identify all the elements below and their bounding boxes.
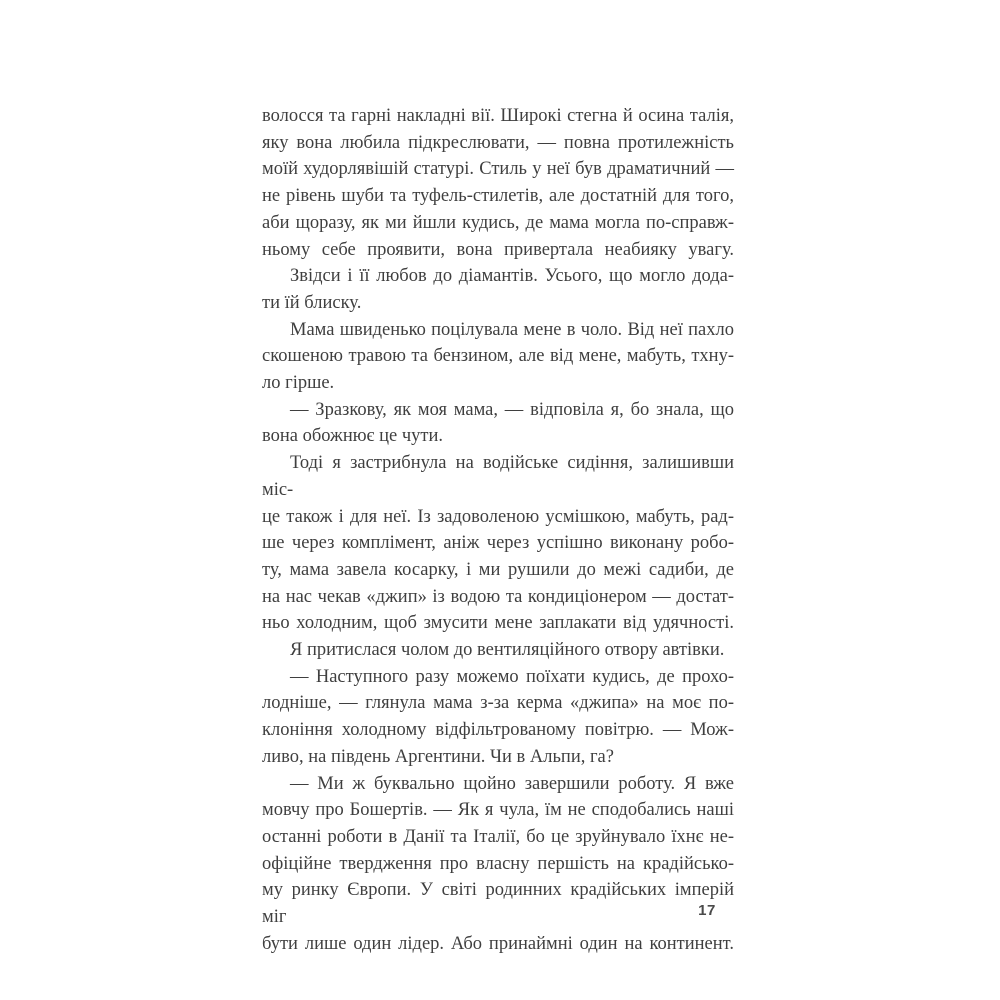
text-line: яку вона любила підкреслювати, — повна протилежність	[262, 132, 734, 153]
text-line: моїй худорлявішій статурі. Стиль у неї був драматичний —	[262, 159, 734, 180]
text-line: на нас чекав «джип» із водою та кондиціонером — достат-	[262, 586, 734, 607]
text-line: це також і для неї. Із задоволеною усмішкою, мабуть, рад-	[262, 506, 734, 527]
text-line: Мама швиденько поцілувала мене в чоло. Від неї пахло	[290, 319, 734, 340]
text-line: лодніше, — глянула мама з-за керма «джипа» на моє по-	[262, 693, 734, 714]
text-line: ньому себе проявити, вона привертала неабияку увагу.	[262, 239, 734, 260]
text-line: — Ми ж буквально щойно завершили роботу. Я вже	[290, 773, 734, 794]
text-line: Тоді я застрибнула на водійське сидіння, залишивши міс-	[262, 453, 734, 500]
paragraph	[262, 397, 734, 450]
text-line: вона обожнює це чути.	[262, 426, 444, 447]
text-line: офіційне твердження про власну першість на крадійсько-	[262, 853, 734, 874]
text-line: скошеною травою та бензином, але від мене, мабуть, тхну-	[262, 346, 734, 367]
text-line: Звідси і її любов до діамантів. Усього, що могло дода-	[290, 266, 734, 287]
text-line: ливо, на південь Аргентини. Чи в Альпи, га?	[262, 746, 614, 767]
text-line: мовчу про Бошертів. — Як я чула, їм не сподобались наші	[262, 800, 734, 821]
text-line: останні роботи в Данії та Італії, бо це зруйнувало їхнє не-	[262, 826, 734, 847]
paragraph	[262, 317, 734, 397]
text-line: ти їй блиску.	[262, 292, 362, 313]
paragraph	[262, 103, 734, 263]
page-number: 17	[698, 902, 716, 919]
paragraph	[262, 664, 734, 771]
text-line: волосся та гарні накладні вії. Широкі стегна й осина талія,	[262, 106, 734, 126]
text-line: клоніння холодному відфільтрованому повітрю. — Мож-	[262, 720, 734, 741]
paragraph	[262, 450, 734, 637]
text-line: ше через комплімент, аніж через успішно виконану робо-	[262, 533, 734, 554]
paragraph	[262, 263, 734, 316]
text-line: — Наступного разу можемо поїхати кудись, де прохо-	[290, 666, 734, 687]
text-line: — Зразкову, як моя мама, — відповіла я, бо знала, що	[290, 399, 734, 420]
paragraph	[262, 637, 734, 664]
paragraph	[262, 771, 734, 958]
text-line: аби щоразу, як ми йшли кудись, де мама могла по-справж-	[262, 212, 734, 233]
page-text-block	[262, 103, 734, 958]
text-line: ту, мама завела косарку, і ми рушили до межі садиби, де	[262, 559, 734, 580]
text-line: не рівень шуби та туфель-стилетів, але достатній для того,	[262, 186, 734, 207]
text-line: бути лише один лідер. Або принаймні один на континент.	[262, 933, 734, 954]
text-line: Я притислася чолом до вентиляційного отвору автівки.	[290, 640, 725, 661]
text-line: ло гірше.	[262, 373, 335, 394]
text-line: му ринку Європи. У світі родинних крадійських імперій міг	[262, 880, 734, 928]
text-line: ньо холодним, щоб змусити мене заплакати від удячності.	[262, 613, 734, 634]
